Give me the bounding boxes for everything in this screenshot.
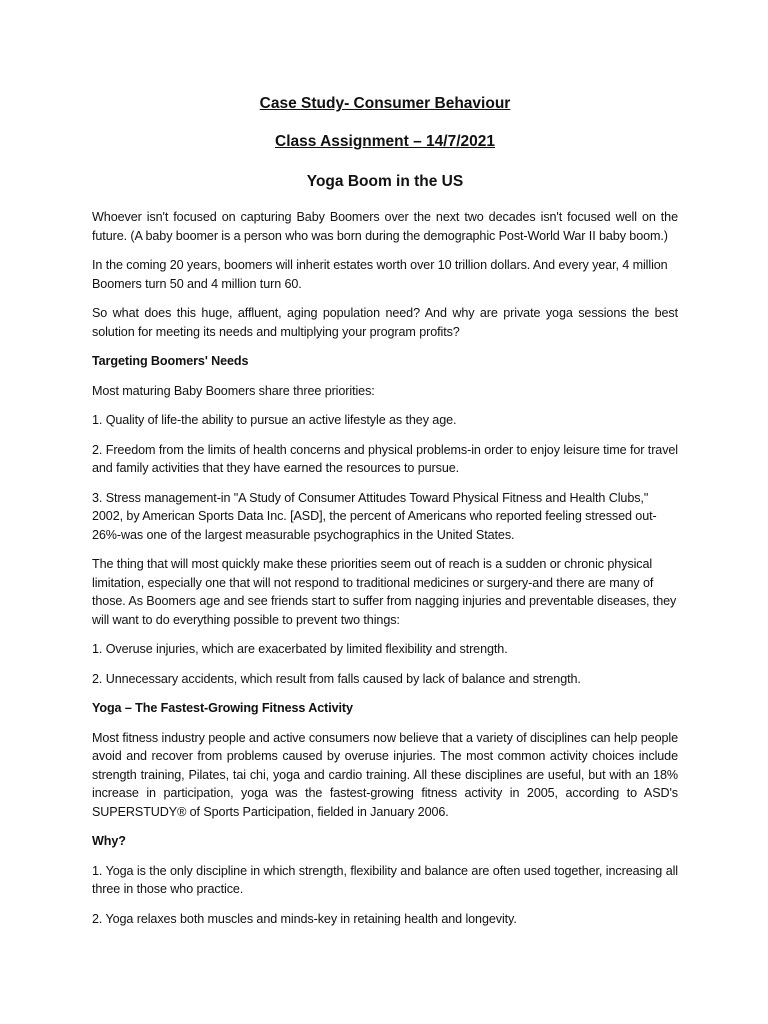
paragraph-question: So what does this huge, affluent, aging population need? And why are private yoga sessions the best solution for meeting its needs and multiplying your program profits?: [92, 306, 678, 339]
priority-item-1: 1. Quality of life-the ability to pursue an active lifestyle as they age.: [92, 413, 457, 427]
priority-item-2: 2. Freedom from the limits of health concerns and physical problems-in order to enjoy leisure time for travel and family activities that they have earned the resources to pursue.: [92, 442, 678, 475]
paragraph-priorities-intro: Most maturing Baby Boomers share three priorities:: [92, 383, 375, 398]
document-title: Case Study- Consumer Behaviour: [259, 95, 511, 112]
document-subtitle: Yoga Boom in the US: [306, 173, 464, 190]
prevent-item-1: 1. Overuse injuries, which are exacerbated by limited flexibility and strength.: [92, 642, 508, 656]
paragraph-inheritance: In the coming 20 years, boomers will inherit estates worth over 10 trillion dollars. And every year, 4 million Boomers turn 50 and 4 million turn 60.: [92, 258, 668, 291]
paragraph-limitation: The thing that will most quickly make these priorities seem out of reach is a sudden or chronic physical limitation, especially one that will not respond to traditional medicines or surgery-and there are many of those. As Boomers age and see friends start to suffer from nagging injuries and preventable diseases, they will want to do everything possible to prevent two things:: [92, 557, 677, 627]
section-heading-needs: Targeting Boomers' Needs: [92, 354, 249, 368]
paragraph-disciplines: Most fitness industry people and active consumers now believe that a variety of disciplines can help people avoid and recover from problems caused by overuse injuries. The most common activity choices include strength training, Pilates, tai chi, yoga and cardio training. All these disciplines are useful, but with an 18% increase in participation, yoga was the fastest-growing fitness activity in 2005, according to ASD's SUPERSTUDY® of Sports Participation, fielded in January 2006.: [92, 730, 678, 819]
why-item-2: 2. Yoga relaxes both muscles and minds-key in retaining health and longevity.: [92, 911, 517, 926]
section-heading-why: Why?: [92, 834, 126, 848]
why-item-1: 1. Yoga is the only discipline in which strength, flexibility and balance are often used together, increasing all three in those who practice.: [92, 863, 678, 896]
section-heading-yoga: Yoga – The Fastest-Growing Fitness Activity: [92, 701, 353, 715]
paragraph-intro: Whoever isn't focused on capturing Baby Boomers over the next two decades isn't focused well on the future. (A baby boomer is a person who was born during the demographic Post-World War II baby boom.): [92, 210, 678, 243]
assignment-heading: Class Assignment – 14/7/2021: [275, 133, 495, 150]
prevent-item-2: 2. Unnecessary accidents, which result from falls caused by lack of balance and strength.: [92, 671, 581, 686]
priority-item-3: 3. Stress management-in "A Study of Consumer Attitudes Toward Physical Fitness and Health Clubs," 2002, by American Sports Data Inc. [ASD], the percent of Americans who reported feeling stressed out-26%-was one of the largest measurable psychographics in the United States.: [92, 490, 657, 542]
